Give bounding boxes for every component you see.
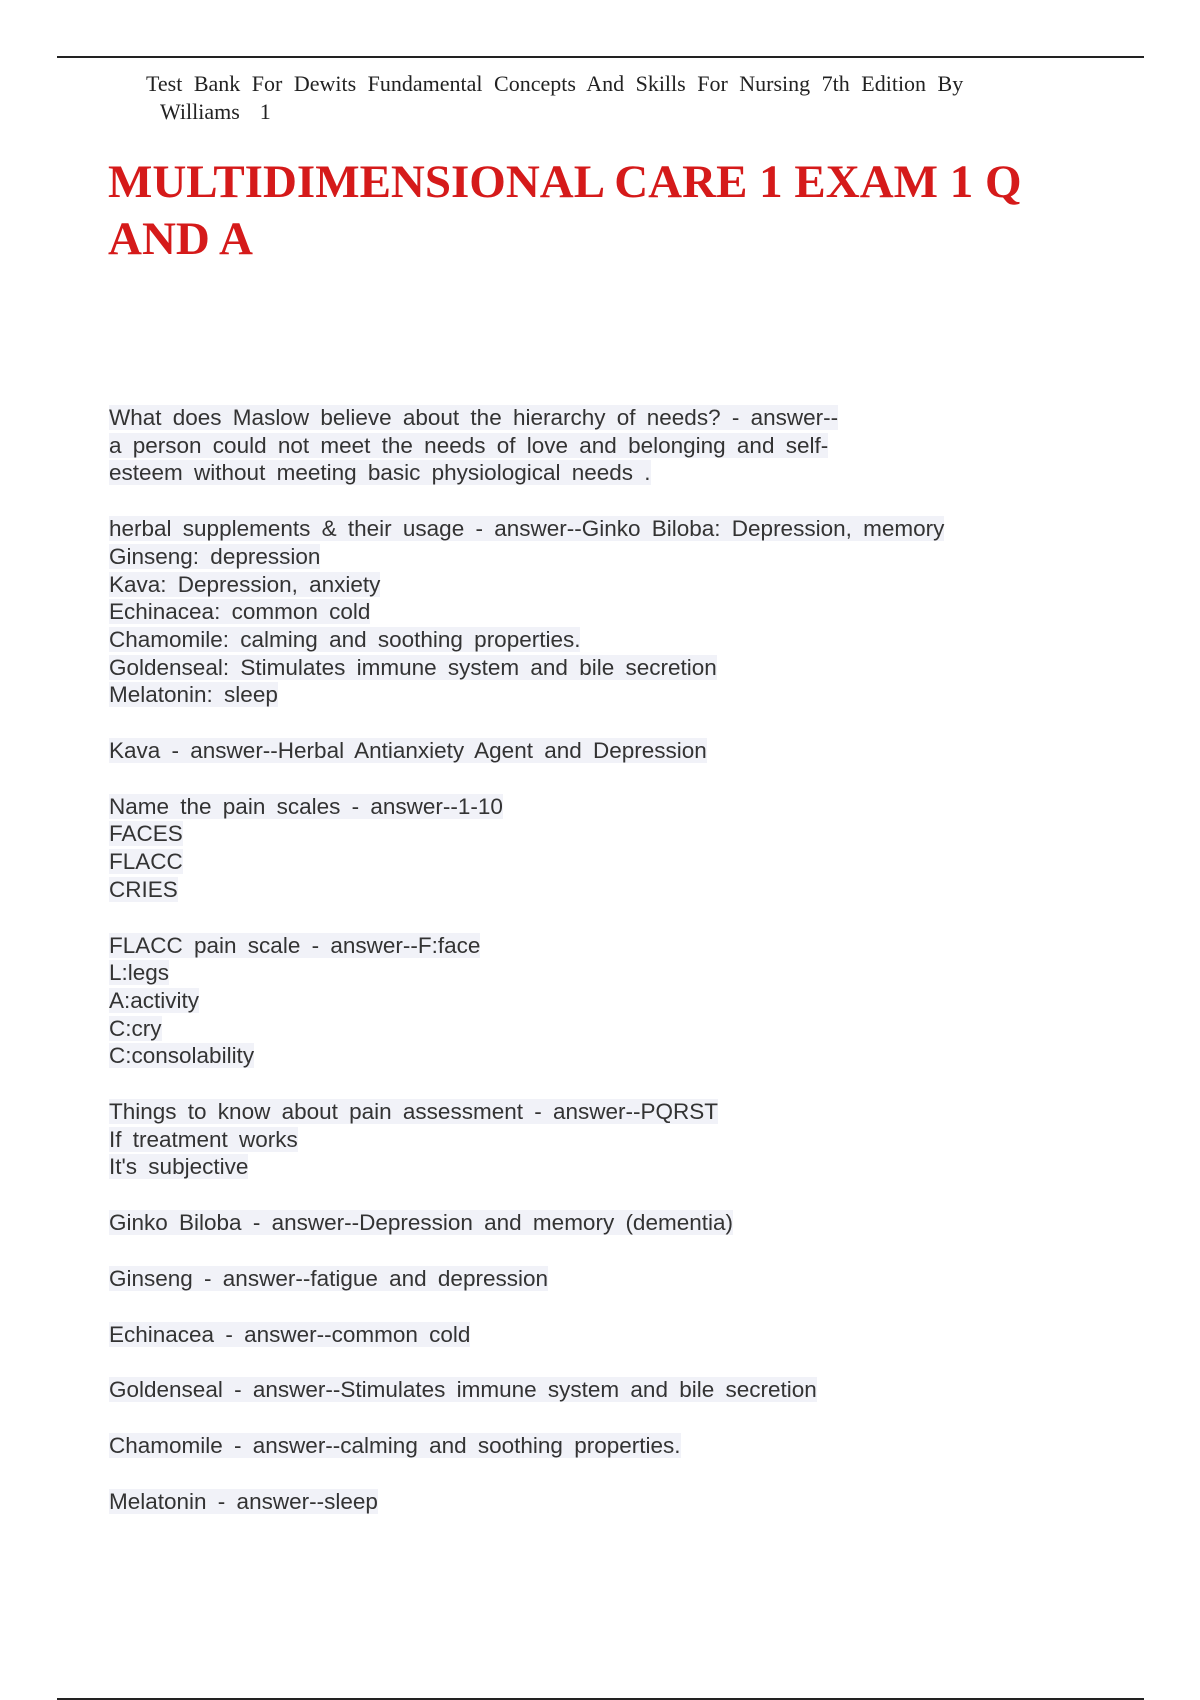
qa-answer-line xyxy=(109,626,1109,654)
qa-item xyxy=(109,1098,1109,1181)
qa-item xyxy=(109,1321,1109,1349)
qa-item xyxy=(109,737,1109,765)
qa-answer-line xyxy=(109,987,1109,1015)
qa-line-text: Ginseng: depression xyxy=(109,543,321,569)
qa-answer-line xyxy=(109,459,949,487)
header-author: Williams xyxy=(160,99,240,124)
qa-line-text: C:consolability xyxy=(109,1043,255,1069)
qa-question-line xyxy=(109,793,1109,821)
qa-item xyxy=(109,1488,1109,1516)
qa-answer-line xyxy=(109,432,949,460)
qa-answer-line xyxy=(109,1042,1109,1070)
qa-question-line xyxy=(109,1432,1109,1460)
qa-list xyxy=(109,404,1109,1543)
qa-item xyxy=(109,1376,1109,1404)
qa-answer-line xyxy=(109,959,1109,987)
qa-line-text: L:legs xyxy=(109,960,170,986)
qa-answer-line xyxy=(109,681,1109,709)
qa-line-text: Melatonin - answer--sleep xyxy=(109,1488,378,1514)
qa-question-line xyxy=(109,1209,1109,1237)
qa-answer-line xyxy=(109,876,1109,904)
qa-item xyxy=(109,1265,1109,1293)
qa-line-text: a person could not meet the needs of love and belonging and self- xyxy=(109,432,829,458)
qa-answer-line xyxy=(109,820,1109,848)
qa-line-text: Ginko Biloba - answer--Depression and memory (dementia) xyxy=(109,1210,733,1236)
qa-line-text: Chamomile - answer--calming and soothing properties. xyxy=(109,1432,681,1458)
page-number: 1 xyxy=(259,99,271,124)
qa-line-text: Melatonin: sleep xyxy=(109,682,278,708)
qa-question-line xyxy=(109,932,1109,960)
qa-line-text: Kava: Depression, anxiety xyxy=(109,571,381,597)
qa-line-text: Chamomile: calming and soothing properties. xyxy=(109,626,581,652)
qa-question-line xyxy=(109,1321,1109,1349)
qa-line-text: Goldenseal: Stimulates immune system and bile secretion xyxy=(109,654,717,680)
title-line-2: AND A xyxy=(108,213,253,265)
qa-question-line xyxy=(109,737,1109,765)
header-line-1: Test Bank For Dewits Fundamental Concepts And Skills For Nursing 7th Edition By xyxy=(146,71,964,96)
qa-question-line xyxy=(109,1265,1109,1293)
qa-item xyxy=(109,515,1109,709)
qa-question-line xyxy=(109,404,949,432)
qa-line-text: It's subjective xyxy=(109,1154,249,1180)
running-header xyxy=(146,70,1066,126)
qa-item xyxy=(109,932,1109,1071)
header-rule xyxy=(57,56,1144,58)
qa-item xyxy=(109,404,949,487)
document-title xyxy=(108,154,1108,268)
qa-line-text: A:activity xyxy=(109,987,200,1013)
qa-answer-line xyxy=(109,654,1109,682)
qa-line-text: FLACC xyxy=(109,849,183,875)
qa-answer-line xyxy=(109,848,1109,876)
qa-line-text: herbal supplements & their usage - answer--Ginko Biloba: Depression, memory xyxy=(109,516,945,542)
qa-line-text: Name the pain scales - answer--1-10 xyxy=(109,793,503,819)
qa-answer-line xyxy=(109,598,1109,626)
qa-line-text: FLACC pain scale - answer--F:face xyxy=(109,932,481,958)
qa-line-text: CRIES xyxy=(109,876,178,902)
qa-line-text: Goldenseal - answer--Stimulates immune system and bile secretion xyxy=(109,1377,817,1403)
header-line-2 xyxy=(146,98,1066,126)
qa-answer-line xyxy=(109,543,1109,571)
qa-answer-line xyxy=(109,1015,1109,1043)
qa-line-text: FACES xyxy=(109,821,183,847)
qa-line-text: Kava - answer--Herbal Antianxiety Agent and Depression xyxy=(109,738,707,764)
title-line-1: MULTIDIMENSIONAL CARE 1 EXAM 1 Q xyxy=(108,156,1022,208)
qa-line-text: Echinacea - answer--common cold xyxy=(109,1321,471,1347)
qa-question-line xyxy=(109,1376,1109,1404)
qa-question-line xyxy=(109,1098,1109,1126)
qa-question-line xyxy=(109,515,1109,543)
qa-line-text: If treatment works xyxy=(109,1126,298,1152)
qa-item xyxy=(109,1432,1109,1460)
qa-line-text: Echinacea: common cold xyxy=(109,599,371,625)
qa-item xyxy=(109,1209,1109,1237)
qa-answer-line xyxy=(109,571,1109,599)
qa-line-text: What does Maslow believe about the hierarchy of needs? - answer-- xyxy=(109,405,839,430)
qa-line-text: Things to know about pain assessment - answer--PQRST xyxy=(109,1099,718,1125)
qa-line-text: esteem without meeting basic physiological needs . xyxy=(109,460,651,486)
qa-line-text: Ginseng - answer--fatigue and depression xyxy=(109,1265,548,1291)
qa-item xyxy=(109,793,1109,904)
qa-question-line xyxy=(109,1488,1109,1516)
qa-answer-line xyxy=(109,1126,1109,1154)
qa-answer-line xyxy=(109,1153,1109,1181)
qa-line-text: C:cry xyxy=(109,1015,162,1041)
